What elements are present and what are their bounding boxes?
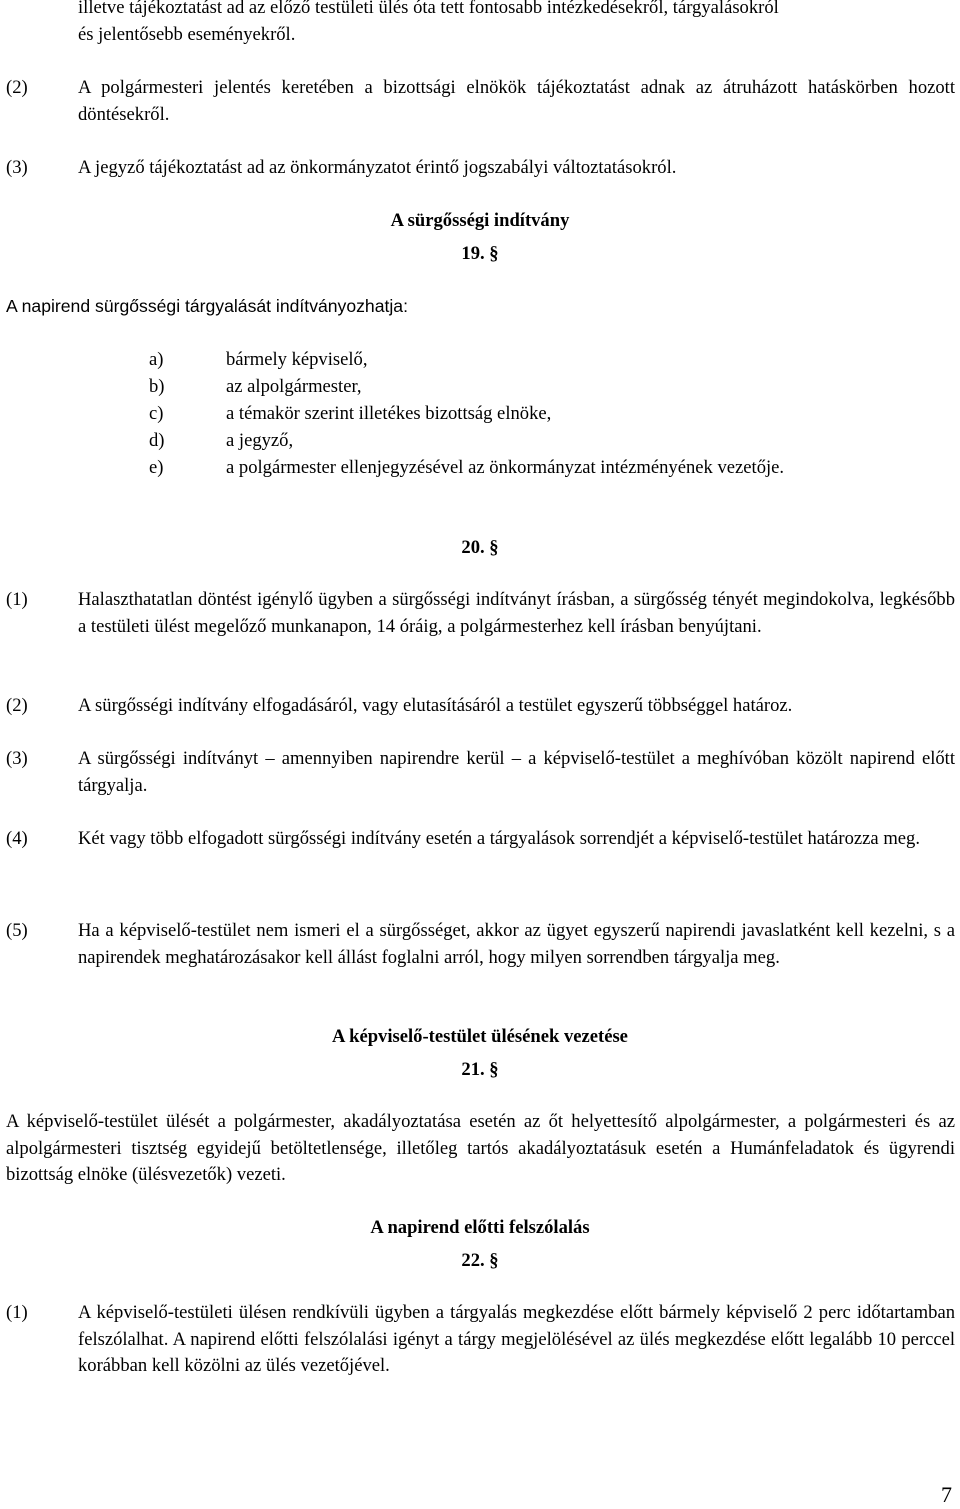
list-letter: c) — [149, 403, 164, 424]
list-item: a polgármester ellenjegyzésével az önkormányzat intézményének vezetője. — [226, 457, 785, 478]
list-letter: d) — [149, 430, 165, 451]
paragraph-text: A jegyző tájékoztatást ad az önkormányzatot érintő jogszabályi változtatásokról. — [78, 157, 677, 178]
paragraph-number: (3) — [6, 748, 28, 769]
section-heading: A sürgősségi indítvány — [390, 210, 570, 231]
list-item: a jegyző, — [226, 430, 294, 451]
paragraph-number: (1) — [6, 1302, 28, 1323]
paragraph-text: A sürgősségi indítványt – amennyiben napirendre kerül – a képviselő-testület a meghívóban közölt napirend előtt tárgyalja. — [78, 748, 955, 796]
list-item: bármely képviselő, — [226, 349, 368, 370]
paragraph-text: A képviselő-testületi ülésen rendkívüli ügyben a tárgyalás megkezdése előtt bármely képviselő 2 perc időtartamban felszólalhat. A napirend előtti felszólalási igényt a tárgy megjelölésével az ülés megkezdése előtt legalább 10 perccel korábban kell közölni az ülés vezetőjével. — [78, 1302, 955, 1376]
paragraph-number: (2) — [6, 77, 28, 98]
list-letter: b) — [149, 376, 165, 397]
paragraph-number: (3) — [6, 157, 28, 178]
intro-line-1: illetve tájékoztatást ad az előző testületi ülés óta tett fontosabb intézkedésekről, tárgyalásokról — [78, 0, 779, 18]
paragraph-number: (5) — [6, 920, 28, 941]
list-item: a témakör szerint illetékes bizottság elnöke, — [226, 403, 552, 424]
paragraph-text: Két vagy több elfogadott sürgősségi indítvány esetén a tárgyalások sorrendjét a képviselő-testület határozza meg. — [78, 828, 920, 849]
paragraph-number: (1) — [6, 589, 28, 610]
list-letter: a) — [149, 349, 164, 370]
list-item: az alpolgármester, — [226, 376, 362, 397]
paragraph-text: Halaszthatatlan döntést igénylő ügyben a sürgősségi indítványt írásban, a sürgősség tényét megindokolva, legkésőbb a testületi ülést megelőző munkanapon, 14 óráig, a polgármesterhez kell írásban benyújtani. — [78, 589, 955, 637]
paragraph-text: A sürgősségi indítvány elfogadásáról, vagy elutasításáról a testület egyszerű többséggel határoz. — [78, 695, 793, 716]
section-heading: A képviselő-testület ülésének vezetése — [332, 1026, 628, 1047]
section-heading: A napirend előtti felszólalás — [370, 1217, 590, 1238]
section-number: 20. § — [461, 537, 499, 558]
section-number: 22. § — [461, 1250, 499, 1271]
list-letter: e) — [149, 457, 164, 478]
section-number: 19. § — [461, 243, 499, 264]
paragraph-number: (4) — [6, 828, 28, 849]
paragraph-text: A képviselő-testület ülését a polgármester, akadályoztatása esetén az őt helyettesítő alpolgármester, a polgármesteri és az alpolgármesteri tisztség egyidejű betöltetlensége, illetőleg tartós akadályoztatásuk esetén a Humánfeladatok és ügyrendi bizottság elnöke (ülésvezetők) vezeti. — [6, 1111, 955, 1185]
section-number: 21. § — [461, 1059, 499, 1080]
intro-line-2: és jelentősebb eseményekről. — [78, 24, 296, 45]
page-number: 7 — [941, 1482, 952, 1507]
paragraph-text: Ha a képviselő-testület nem ismeri el a sürgősséget, akkor az ügyet egyszerű napirendi javaslatként kell kezelni, s a napirendek meghatározásakor kell állást foglalni arról, hogy milyen sorrendben tárgyalja meg. — [78, 920, 955, 968]
paragraph-text: A polgármesteri jelentés keretében a bizottsági elnökök tájékoztatást adnak az átruházott hatáskörben hozott döntésekről. — [78, 77, 955, 125]
section-lead: A napirend sürgősségi tárgyalását indítványozhatja: — [6, 296, 408, 316]
paragraph-number: (2) — [6, 695, 28, 716]
